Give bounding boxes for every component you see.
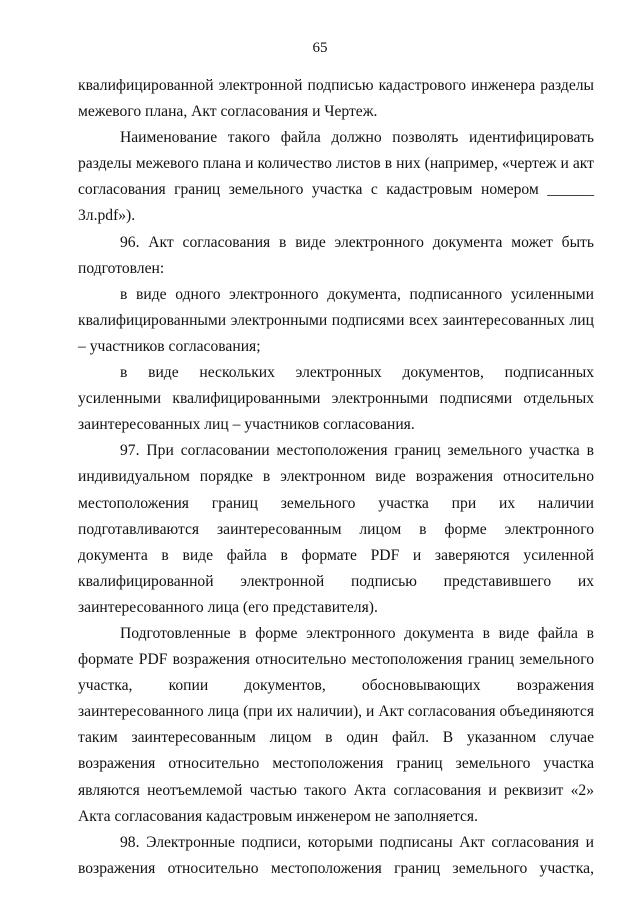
- paragraph-96: 96. Акт согласования в виде электронного документа может быть подготовлен:: [78, 233, 594, 277]
- document-body: [78, 73, 594, 882]
- paragraph-98: 98. Электронные подписи, которыми подписаны Акт согласования и возражения относительно местоположения границ земельного участка,: [78, 833, 594, 877]
- paragraph-continuation: квалифицированной электронной подписью кадастрового инженера разделы межевого плана, Акт согласования и Чертеж.: [78, 77, 594, 121]
- paragraph-97: 97. При согласовании местоположения границ земельного участка в индивидуальном порядке в электронном виде возражения относительно местоположения границ земельного участка при их наличии подготавливаются заинтересованным лицом в форме электронного документа в виде файла в формате PDF и заверяются усиленной квалифицированной электронной подписью представившего их заинтересованного лица (его представителя).: [78, 442, 594, 616]
- page-number: 65: [312, 40, 328, 56]
- paragraph-96-option-multiple: в виде нескольких электронных документов, подписанных усиленными квалифицированными электронными подписями отдельных заинтересованных лиц – участников согласования.: [78, 364, 594, 434]
- paragraph-97-objections: Подготовленные в форме электронного документа в виде файла в формате PDF возражения относительно местоположения границ земельного участка, копии документов, обосновывающих возражения заинтересованного лица (при их наличии), и Акт согласования объединяются таким заинтересованным лицом в один файл. В указанном случае возражения относительно местоположения границ земельного участка являются неотъемлемой частью такого Акта согласования и реквизит «2» Акта согласования кадастровым инженером не заполняется.: [78, 624, 594, 825]
- paragraph-96-option-single: в виде одного электронного документа, подписанного усиленными квалифицированными электронными подписями всех заинтересованных лиц – участников согласования;: [78, 285, 594, 355]
- paragraph-file-naming: Наименование такого файла должно позволять идентифицировать разделы межевого плана и количество листов в них (например, «чертеж и акт согласования границ земельного участка с кадастровым номером ______ 3л.pdf»).: [78, 129, 594, 225]
